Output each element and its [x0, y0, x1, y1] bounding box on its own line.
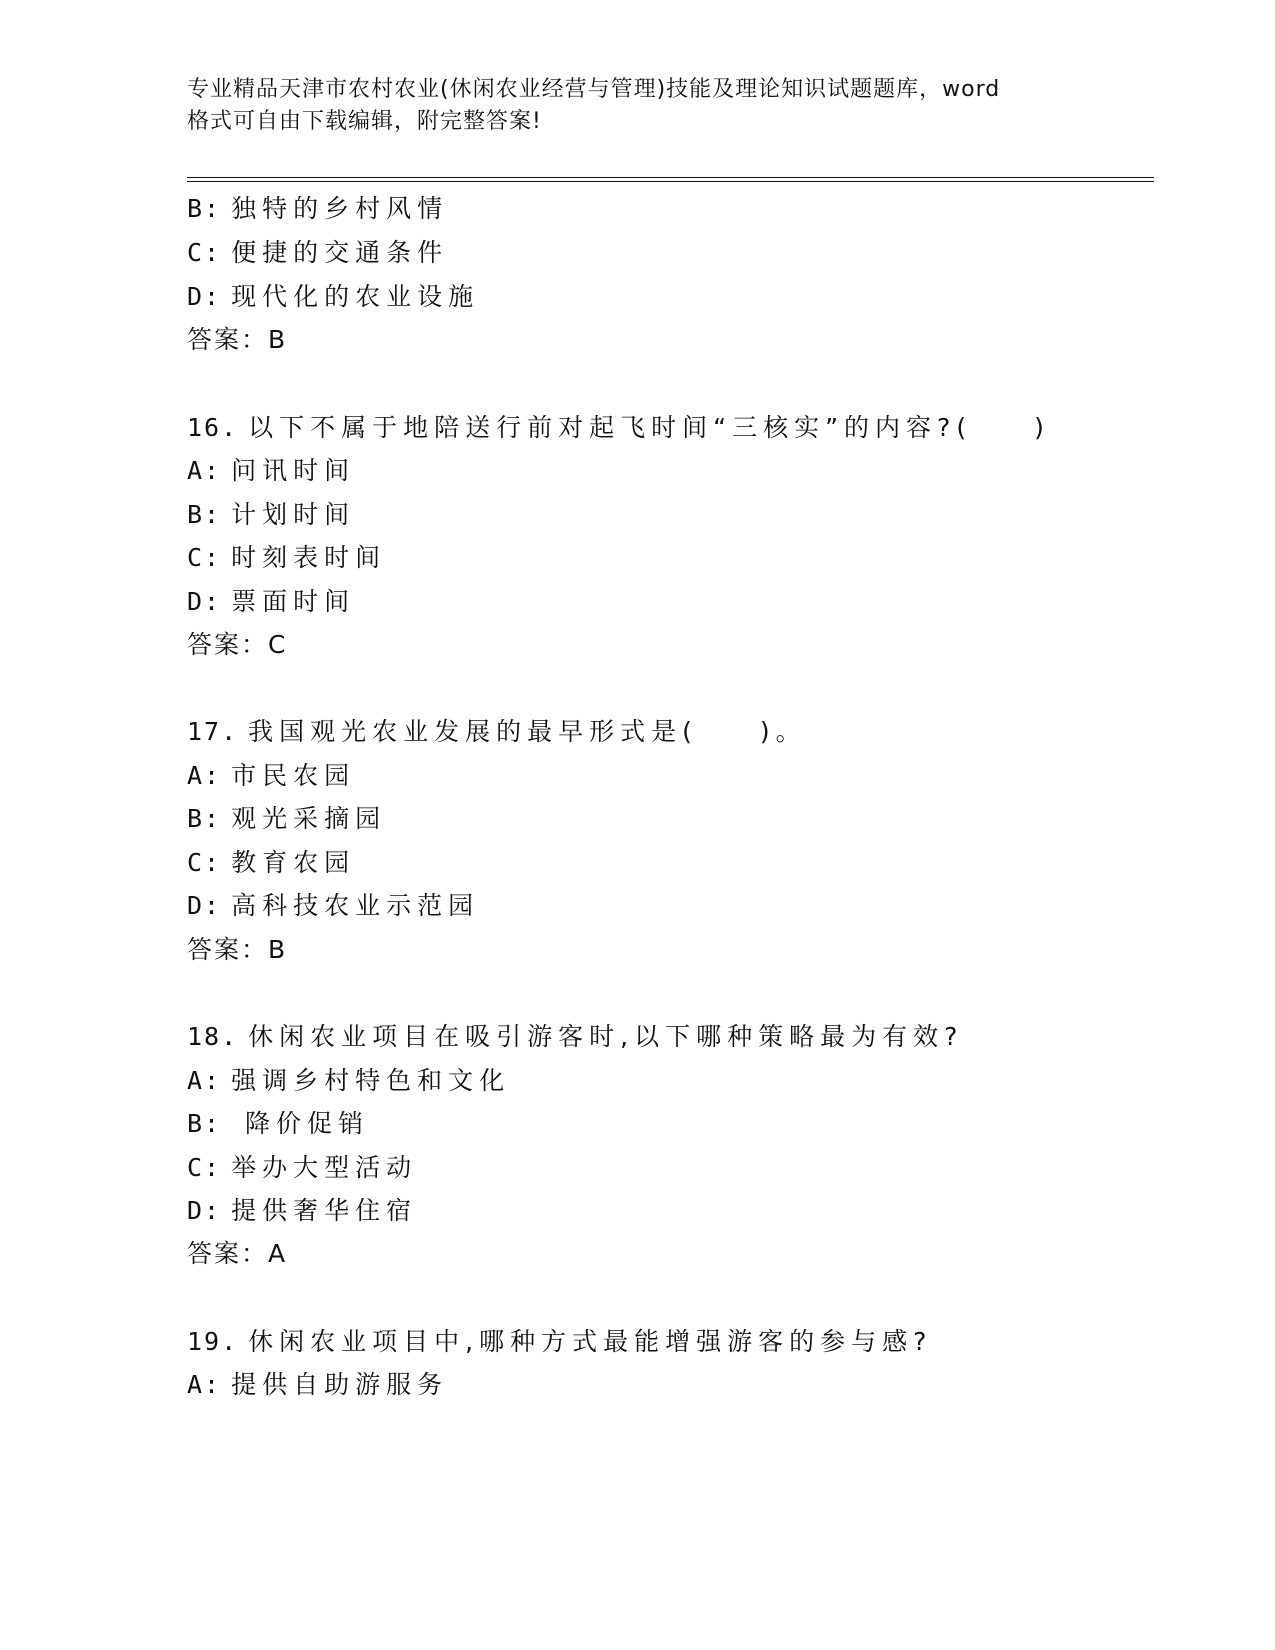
- header-divider: [187, 177, 1154, 178]
- prev-option-d: D: 现代化的农业设施: [187, 282, 480, 311]
- header-divider-second: [187, 181, 1154, 182]
- question-16-option-c: C: 时刻表时间: [187, 543, 387, 572]
- question-19-option-a: A: 提供自助游服务: [187, 1370, 449, 1399]
- question-17-answer: 答案：B: [187, 935, 288, 964]
- question-17-option-d: D: 高科技农业示范园: [187, 891, 480, 920]
- question-17-option-b: B: 观光采摘园: [187, 804, 387, 833]
- question-18-stem: 18. 休闲农业项目在吸引游客时,以下哪种策略最为有效?: [187, 1022, 964, 1051]
- question-16-option-d: D: 票面时间: [187, 587, 356, 616]
- question-18-option-a: A: 强调乡村特色和文化: [187, 1066, 511, 1095]
- question-16-stem: 16. 以下不属于地陪送行前对起飞时间“三核实”的内容?( ): [187, 413, 1050, 442]
- question-16-answer: 答案：C: [187, 630, 288, 659]
- question-18-option-d: D: 提供奢华住宿: [187, 1196, 418, 1225]
- header-line-1: 专业精品天津市农村农业(休闲农业经营与管理)技能及理论知识试题题库，word: [187, 77, 1001, 102]
- question-17-option-c: C: 教育农园: [187, 848, 356, 877]
- question-18-option-c: C: 举办大型活动: [187, 1153, 418, 1182]
- question-18-answer: 答案：A: [187, 1239, 288, 1268]
- header-line-2: 格式可自由下载编辑，附完整答案!: [187, 109, 542, 134]
- question-18-option-b: B: 降价促销: [187, 1109, 370, 1138]
- prev-answer: 答案：B: [187, 325, 288, 354]
- document-header: [187, 74, 1067, 138]
- question-17-stem: 17. 我国观光农业发展的最早形式是( )。: [187, 717, 807, 746]
- prev-option-c: C: 便捷的交通条件: [187, 238, 449, 267]
- question-17-option-a: A: 市民农园: [187, 761, 356, 790]
- question-16-option-a: A: 问讯时间: [187, 456, 356, 485]
- question-19-stem: 19. 休闲农业项目中,哪种方式最能增强游客的参与感?: [187, 1327, 933, 1356]
- prev-option-b: B: 独特的乡村风情: [187, 194, 449, 223]
- question-16-option-b: B: 计划时间: [187, 500, 356, 529]
